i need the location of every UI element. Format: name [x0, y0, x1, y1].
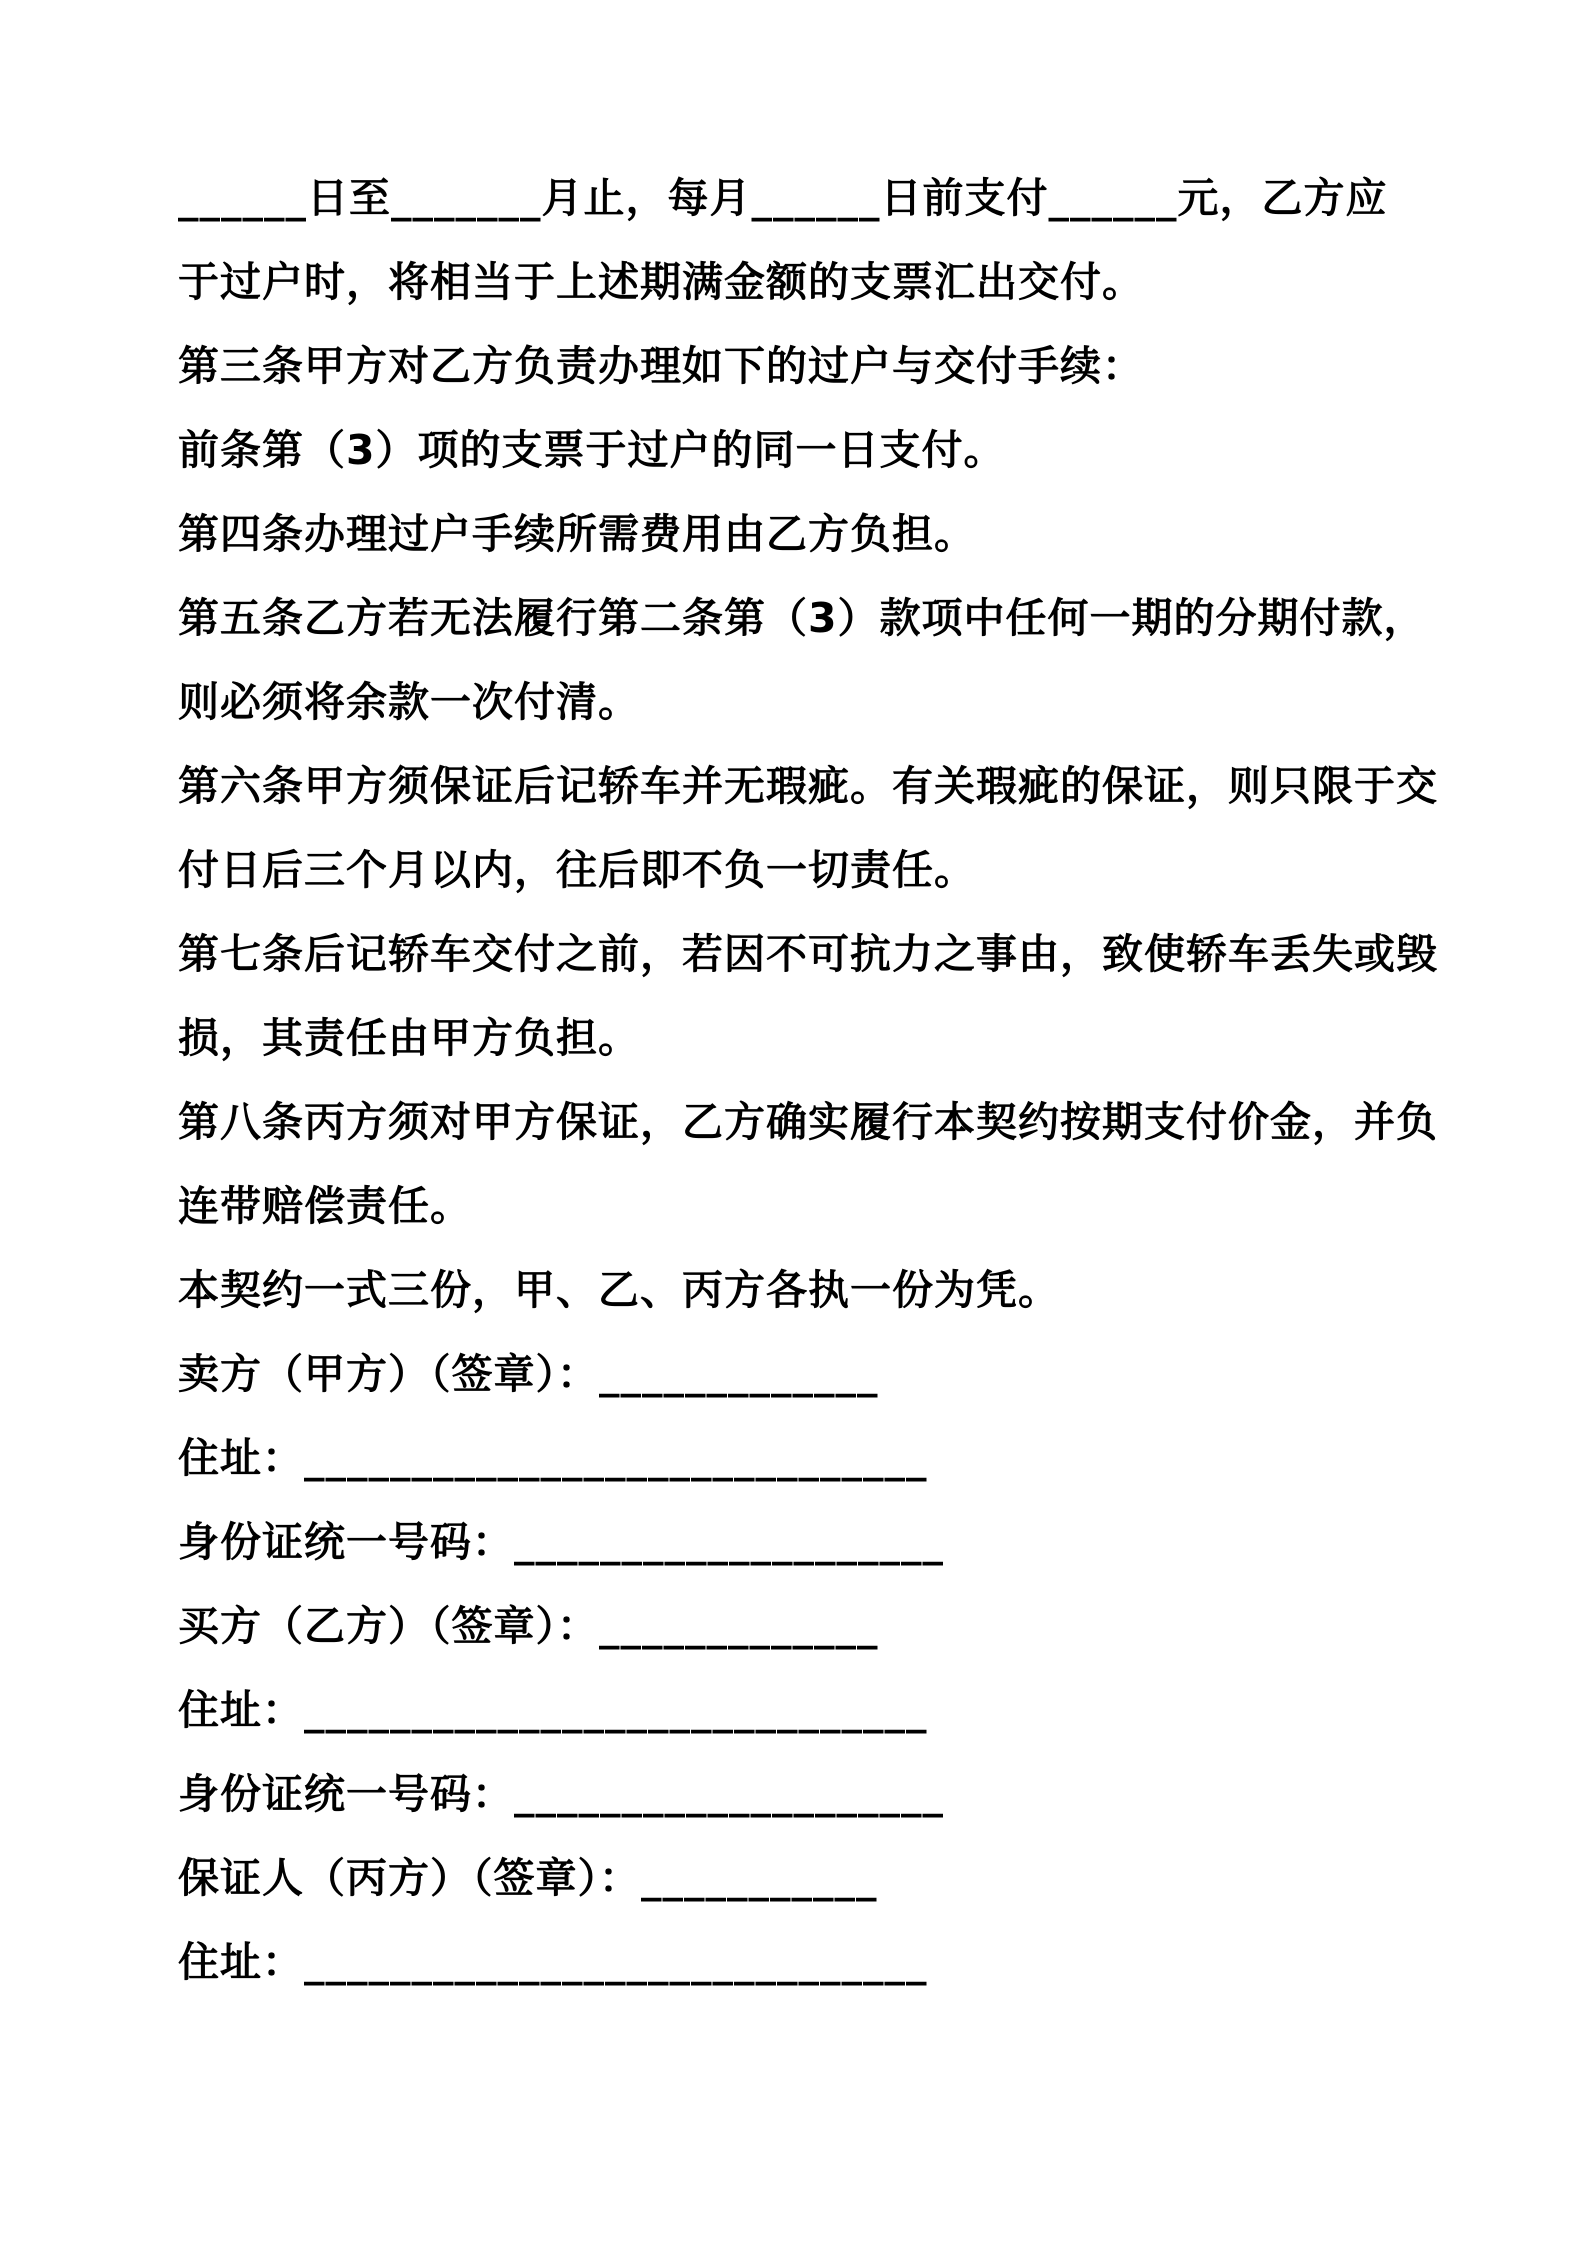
payment-schedule-line-1: ______日至_______月止，每月______日前支付______元，乙方应: [178, 174, 1388, 222]
clause-7-line-1: 第七条后记轿车交付之前，若因不可抗力之事由，致使轿车丢失或毁: [178, 930, 1438, 978]
clause-4-line: 第四条办理过户手续所需费用由乙方负担。: [178, 510, 976, 558]
payment-schedule-line-2: 于过户时，将相当于上述期满金额的支票汇出交付。: [178, 258, 1144, 306]
clause-3-line: 第三条甲方对乙方负责办理如下的过户与交付手续：: [178, 342, 1144, 390]
guarantor-signature-line: 保证人（丙方）（签章）：___________: [178, 1854, 878, 1902]
guarantor-address-line: 住址：_____________________________: [178, 1938, 928, 1986]
clause-5-line-2: 则必须将余款一次付清。: [178, 678, 640, 726]
buyer-id-number-line: 身份证统一号码：____________________: [178, 1770, 944, 1818]
clause-6-line-2: 付日后三个月以内，往后即不负一切责任。: [178, 846, 976, 894]
clause-7-line-2: 损，其责任由甲方负担。: [178, 1014, 640, 1062]
seller-signature-line: 卖方（甲方）（签章）：_____________: [178, 1350, 879, 1398]
copies-statement-line: 本契约一式三份，甲、乙、丙方各执一份为凭。: [178, 1266, 1060, 1314]
clause-5-line-1: 第五条乙方若无法履行第二条第（3）款项中任何一期的分期付款，: [178, 594, 1426, 642]
buyer-address-line: 住址：_____________________________: [178, 1686, 928, 1734]
seller-address-line: 住址：_____________________________: [178, 1434, 928, 1482]
buyer-signature-line: 买方（乙方）（签章）：_____________: [178, 1602, 879, 1650]
seller-id-number-line: 身份证统一号码：____________________: [178, 1518, 944, 1566]
clause-8-line-2: 连带赔偿责任。: [178, 1182, 472, 1230]
clause-3-detail-line: 前条第（3）项的支票于过户的同一日支付。: [178, 426, 1006, 474]
clause-8-line-1: 第八条丙方须对甲方保证，乙方确实履行本契约按期支付价金，并负: [178, 1098, 1438, 1146]
clause-6-line-1: 第六条甲方须保证后记轿车并无瑕疵。有关瑕疵的保证，则只限于交: [178, 762, 1438, 810]
contract-body: [178, 156, 1438, 2004]
